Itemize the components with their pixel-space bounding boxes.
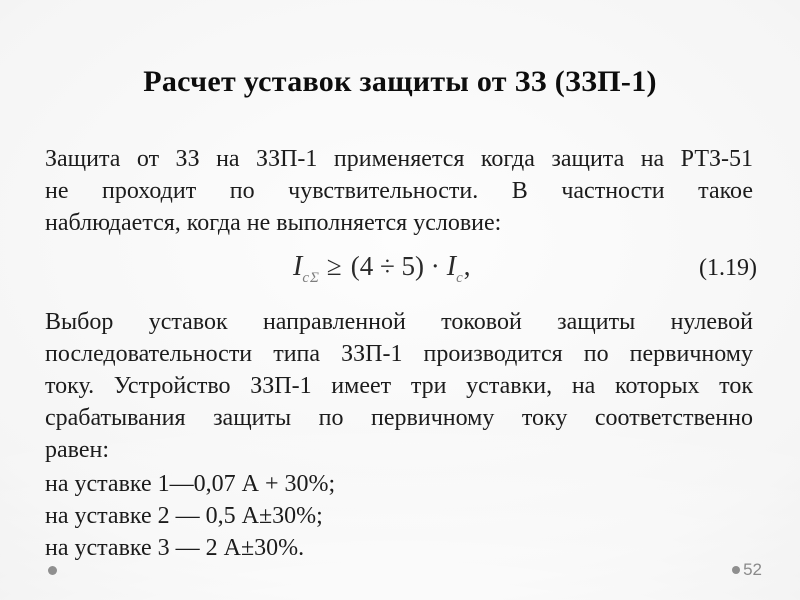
- formula-comma: ,: [463, 251, 471, 281]
- page-indicator: [732, 560, 762, 580]
- paragraph-2-line-4: срабатывания защиты по первичному току соответственно: [45, 405, 753, 431]
- formula-rhs-subscript: с: [456, 270, 464, 286]
- paragraph-2-line-5: равен:: [45, 437, 110, 463]
- formula-lhs-subscript: сΣ: [302, 270, 320, 286]
- paragraph-1: [45, 143, 753, 239]
- paragraph-2-line-3: току. Устройство ЗЗП-1 имеет три уставки, на которых ток: [45, 373, 753, 399]
- formula-lhs-symbol: I: [293, 251, 303, 282]
- formula-rhs-symbol: I: [446, 251, 457, 282]
- equation-row: [45, 249, 757, 297]
- formula-relation: ≥: [326, 251, 342, 281]
- setting-line-2: на уставке 2 — 0,5 А±30%;: [45, 503, 323, 529]
- formula-expression: (4 ÷ 5) ·: [350, 251, 440, 281]
- paragraph-1-line-2: не проходит по чувствительности. В частности такое: [45, 178, 753, 204]
- paragraph-2: [45, 306, 753, 466]
- footer-bullet-icon: [48, 566, 57, 575]
- equation-formula: [293, 251, 471, 287]
- equation-number: (1.19): [699, 255, 757, 281]
- setting-line-3: на уставке 3 — 2 А±30%.: [45, 535, 305, 561]
- paragraph-1-line-3: наблюдается, когда не выполняется условие:: [45, 210, 502, 236]
- page-dot-icon: [732, 566, 740, 574]
- slide-title: Расчет уставок защиты от ЗЗ (ЗЗП-1): [143, 65, 657, 98]
- paragraph-2-line-1: Выбор уставок направленной токовой защиты нулевой: [45, 309, 753, 335]
- setting-line-1: на уставке 1—0,07 А + 30%;: [45, 471, 336, 497]
- settings-list: [45, 468, 753, 564]
- paragraph-1-line-1: Защита от ЗЗ на ЗЗП-1 применяется когда защита на РТЗ-51: [45, 146, 753, 172]
- paragraph-2-line-2: последовательности типа ЗЗП-1 производится по первичному: [45, 341, 753, 367]
- page-number: 52: [743, 560, 762, 579]
